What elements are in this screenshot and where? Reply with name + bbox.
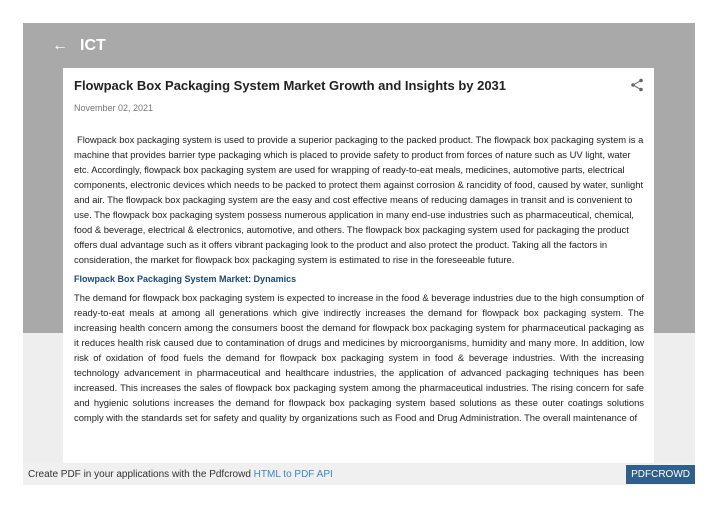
top-bar — [52, 36, 106, 56]
pdfcrowd-footer — [23, 463, 695, 485]
section-heading: Flowpack Box Packaging System Market: Dynamics — [74, 274, 297, 284]
footer-text — [28, 469, 333, 480]
arrow-left-icon[interactable]: ← — [52, 37, 68, 54]
post-date: November 02, 2021 — [74, 103, 154, 113]
post-card — [63, 68, 654, 467]
intro-paragraph: Flowpack box packaging system is used to provide a superior packaging to the packed product. The flowpack box packaging system is a machine that provides barrier type packaging which is placed to provide safety to product from forces of nature such as UV light, water etc. Accordingly, flowpack box packaging system are used for wrapping of ready-to-eat meals, medicines, automotive parts, electrical components, electronic devices which needs to be packed to protect them against corrosion & rancidity of food, caused by water, sunlight and air. The flowpack box packaging system are the easy and cost effective means of reducing damages in transit and is convenient to use. The flowpack box packaging system possess numerous application in many end-use industries such as pharmaceutical, chemical, food & beverage, electrical & electronics, automotive, and others. The flowpack box packaging system used for packaging the product offers dual advantage such as it offers vibrant packaging look to the product and also protect the product. Taking all the factors in consideration, the market for flowpack box packaging system is estimated to rise in the foreseeable future. — [74, 134, 644, 265]
share-icon[interactable] — [630, 78, 644, 92]
post-body — [74, 132, 644, 425]
post-title: Flowpack Box Packaging System Market Growth and Insights by 2031 — [74, 78, 507, 93]
footer-caption: Create PDF in your applications with the Pdfcrowd — [28, 468, 251, 480]
footer-link[interactable]: HTML to PDF API — [253, 468, 333, 480]
site-title[interactable]: ICT — [80, 37, 106, 54]
dynamics-paragraph: The demand for flowpack box packaging system is expected to increase in the food & beverage industries due to the high consumption of ready-to-eat meals at among all generations which give indirectly increases the demand for flowpack box packaging system. The increasing health concern among the consumers boost the demand for flowpack box packaging system for pharmaceutical packaging as it reduces health risk caused due to contamination of drugs and medicines by microorganisms, humidity and many more. In addition, low risk of oxidation of food fuels the demand for flowpack box packaging system in food & beverage industries. With the increasing technology advancement in pharmaceutical and healthcare industries, the application of advanced packaging techniques has been increased. This increases the sales of flowpack box packaging system among the pharmaceutical industries. The rising concern for safe and hygienic solutions increases the demand for flowpack box packaging system based solutions as these outer coatings solutions comply with the standards set for safety and quality by organizations such as Food and Drug Administration. The overall maintenance of — [74, 292, 644, 423]
pdfcrowd-brand[interactable]: PDFCROWD — [626, 465, 695, 484]
